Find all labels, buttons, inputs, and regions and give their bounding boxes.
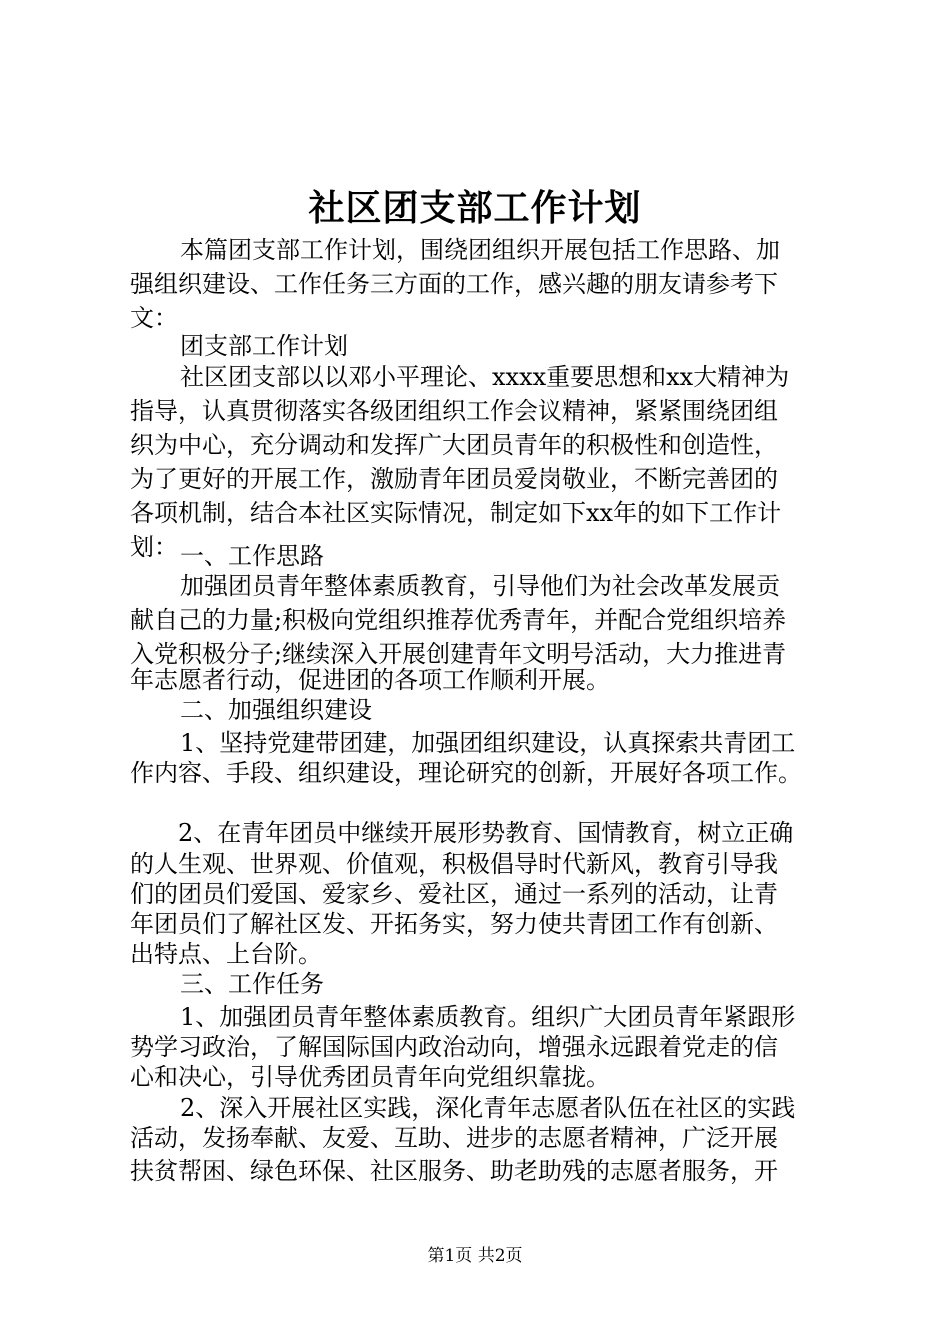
text-line: 本篇团支部工作计划，围绕团组织开展包括工作思路、加 [180,236,780,264]
text-line: 指导，认真贯彻落实各级团组织工作会议精神，紧紧围绕团组 [130,397,778,425]
text-line: 出特点、上台阶。 [130,940,322,968]
text-line: 年志愿者行动，促进团的各项工作顺利开展。 [130,666,610,694]
text-line: 1、加强团员青年整体素质教育。组织广大团员青年紧跟形 [180,1003,796,1031]
text-line: 作内容、手段、组织建设，理论研究的创新，开展好各项工作。 [130,759,802,787]
section-heading: 三、工作任务 [180,970,324,998]
text-line: 献自己的力量;积极向党组织推荐优秀青年，并配合党组织培养 [130,606,787,634]
page-number: 第1页 共2页 [427,1246,523,1266]
text-line: 扶贫帮困、绿色环保、社区服务、助老助残的志愿者服务，开 [130,1157,778,1185]
text-line: 为了更好的开展工作，激励青年团员爱岗敬业，不断完善团的 [130,465,778,493]
section-heading: 二、加强组织建设 [180,696,372,724]
text-line: 年团员们了解社区发、开拓务实，努力使共青团工作有创新、 [130,910,778,938]
text-line: 活动，发扬奉献、友爱、互助、进步的志愿者精神，广泛开展 [130,1124,778,1152]
text-line: 划： [130,533,178,561]
text-line: 入党积极分子;继续深入开展创建青年文明号活动，大力推进青 [130,640,787,668]
text-line: 心和决心，引导优秀团员青年向党组织靠拢。 [130,1063,610,1091]
text-line: 织为中心，充分调动和发挥广大团员青年的积极性和创造性， [130,431,778,459]
section-heading: 一、工作思路 [180,542,324,570]
text-line: 2、在青年团员中继续开展形势教育、国情教育，树立正确 [178,819,794,847]
text-line: 团支部工作计划 [180,332,348,360]
text-line: 文： [130,304,178,332]
text-line: 的人生观、世界观、价值观，积极倡导时代新风，教育引导我 [130,850,778,878]
text-line: 1、坚持党建带团建，加强团组织建设，认真探索共青团工 [180,729,796,757]
text-line: 社区团支部以以邓小平理论、xxxx重要思想和xx大精神为 [180,363,790,391]
text-line: 各项机制，结合本社区实际情况，制定如下xx年的如下工作计 [130,499,782,527]
text-line: 强组织建设、工作任务三方面的工作，感兴趣的朋友请参考下 [130,270,778,298]
document-title: 社区团支部工作计划 [308,187,642,229]
text-line: 加强团员青年整体素质教育，引导他们为社会改革发展贡 [180,572,780,600]
text-line: 们的团员们爱国、爱家乡、爱社区，通过一系列的活动，让青 [130,880,778,908]
text-line: 2、深入开展社区实践，深化青年志愿者队伍在社区的实践 [180,1094,796,1122]
text-line: 势学习政治，了解国际国内政治动向，增强永远跟着党走的信 [130,1033,778,1061]
